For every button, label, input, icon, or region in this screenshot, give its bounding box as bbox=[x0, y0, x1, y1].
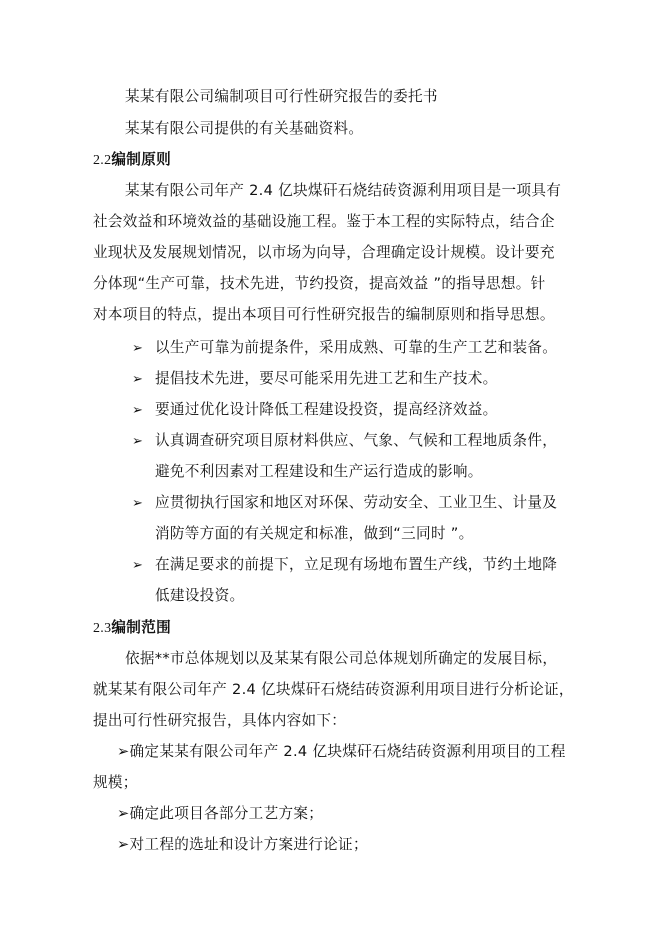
arrow-bullet-icon: ➢ bbox=[117, 743, 130, 760]
section-2-3-paragraph-line: 就某某有限公司年产 2.4 亿块煤矸石烧结砖资源利用项目进行分析论证， bbox=[93, 681, 574, 698]
bullet-item-text: 应贯彻执行国家和地区对环保、劳动安全、工业卫生、计量及 bbox=[155, 494, 558, 511]
section-2-3-number: 2.3 bbox=[93, 621, 112, 636]
arrow-bullet-icon: ➢ bbox=[132, 372, 143, 387]
bullet-item-text: 在满足要求的前提下，立足现有场地布置生产线，节约土地降 bbox=[155, 556, 558, 573]
scope-item-text-continued: 规模； bbox=[93, 774, 138, 791]
section-2-3-heading bbox=[93, 618, 171, 639]
arrow-bullet-icon: ➢ bbox=[132, 434, 143, 449]
arrow-bullet-icon: ➢ bbox=[132, 558, 143, 573]
section-2-3-title: 编制范围 bbox=[111, 619, 171, 636]
bullet-item-text-continued: 避免不利因素对工程建设和生产运行造成的影响。 bbox=[155, 463, 483, 480]
section-2-2-paragraph-line: 某某有限公司年产 2.4 亿块煤矸石烧结砖资源利用项目是一项具有 bbox=[125, 182, 562, 199]
bullet-item-text: 提倡技术先进，要尽可能采用先进工艺和生产技术。 bbox=[155, 370, 498, 387]
section-2-2-title: 编制原则 bbox=[111, 151, 171, 168]
intro-line-1: 某某有限公司编制项目可行性研究报告的委托书 bbox=[125, 88, 438, 105]
scope-item-text: 对工程的选址和设计方案进行论证； bbox=[129, 836, 368, 853]
section-2-2-paragraph-line: 对本项目的特点，提出本项目可行性研究报告的编制原则和指导思想。 bbox=[93, 306, 555, 323]
scope-item-text: 确定此项目各部分工艺方案； bbox=[129, 805, 324, 822]
scope-item bbox=[117, 742, 566, 762]
bullet-item-text-continued: 消防等方面的有关规定和标准，做到“三同时 ”。 bbox=[155, 525, 474, 542]
bullet-item-text: 以生产可靠为前提条件，采用成熟、可靠的生产工艺和装备。 bbox=[155, 339, 558, 356]
arrow-bullet-icon: ➢ bbox=[117, 805, 130, 822]
arrow-bullet-icon: ➢ bbox=[132, 496, 143, 511]
intro-line-2: 某某有限公司提供的有关基础资料。 bbox=[125, 120, 364, 137]
section-2-2-heading bbox=[93, 150, 171, 171]
section-2-2-paragraph-line: 分体现“生产可靠，技术先进，节约投资，提高效益 ”的指导思想。针 bbox=[93, 275, 546, 292]
arrow-bullet-icon: ➢ bbox=[132, 403, 143, 418]
section-2-2-paragraph-line: 业现状及发展规划情况，以市场为向导，合理确定设计规模。设计要充 bbox=[93, 244, 555, 261]
bullet-item-text-continued: 低建设投资。 bbox=[155, 587, 245, 604]
arrow-bullet-icon: ➢ bbox=[117, 836, 130, 853]
section-2-3-paragraph-line: 提出可行性研究报告，具体内容如下： bbox=[93, 712, 347, 729]
scope-item-text: 确定某某有限公司年产 2.4 亿块煤矸石烧结砖资源利用项目的工程 bbox=[129, 743, 566, 760]
bullet-item-text: 要通过优化设计降低工程建设投资，提高经济效益。 bbox=[155, 401, 498, 418]
section-2-2-number: 2.2 bbox=[93, 153, 112, 168]
bullet-item-text: 认真调查研究项目原材料供应、气象、气候和工程地质条件， bbox=[155, 432, 558, 449]
arrow-bullet-icon: ➢ bbox=[132, 341, 143, 356]
section-2-2-paragraph-line: 社会效益和环境效益的基础设施工程。鉴于本工程的实际特点，结合企 bbox=[93, 213, 555, 230]
scope-item bbox=[117, 835, 368, 855]
section-2-3-paragraph-line: 依据**市总体规划以及某某有限公司总体规划所确定的发展目标， bbox=[125, 650, 558, 667]
scope-item bbox=[117, 804, 323, 824]
